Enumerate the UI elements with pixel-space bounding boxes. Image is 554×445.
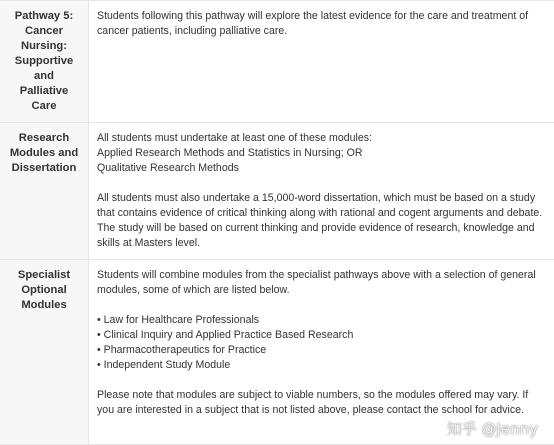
watermark: 知乎 @Jenny (446, 420, 538, 438)
row-content (89, 260, 554, 444)
table-row (0, 1, 554, 123)
list-item: • Law for Healthcare Professionals (97, 313, 544, 328)
row-heading (0, 123, 89, 259)
row-paragraph: All students must also undertake a 15,000-word dissertation, which must be based on a study that contains evidence of critical thinking along with rational and cogent arguments and debate. The study will be based on current thinking and provide evidence of research, knowledge and skills at Masters level. (97, 192, 543, 249)
row-paragraph: All students must undertake at least one of these modules: Applied Research Methods and Statistics in Nursing; OR Qualitative Research Methods (97, 132, 373, 174)
table-row (0, 123, 554, 260)
row-intro: Students will combine modules from the specialist pathways above with a selection of general modules, some of which are listed below. (97, 269, 536, 296)
row-heading-text: Pathway 5: Cancer Nursing: Supportive and Palliative Care (14, 10, 74, 112)
list-item: • Clinical Inquiry and Applied Practice Based Research (97, 328, 544, 343)
row-content (89, 123, 554, 259)
list-item: • Pharmacotherapeutics for Practice (97, 343, 544, 358)
module-list (97, 313, 544, 373)
row-heading-text: Research Modules and Dissertation (9, 132, 79, 174)
row-heading-text: Specialist Optional Modules (17, 269, 71, 311)
row-heading (0, 1, 89, 122)
row-heading (0, 260, 89, 444)
list-item: • Independent Study Module (97, 358, 544, 373)
row-content (89, 1, 554, 122)
row-note: Please note that modules are subject to viable numbers, so the modules offered may vary. If you are interested in a subject that is not listed above, please contact the school for advice. (97, 389, 529, 416)
row-paragraph: Students following this pathway will explore the latest evidence for the care and treatment of cancer patients, including palliative care. (97, 10, 529, 37)
